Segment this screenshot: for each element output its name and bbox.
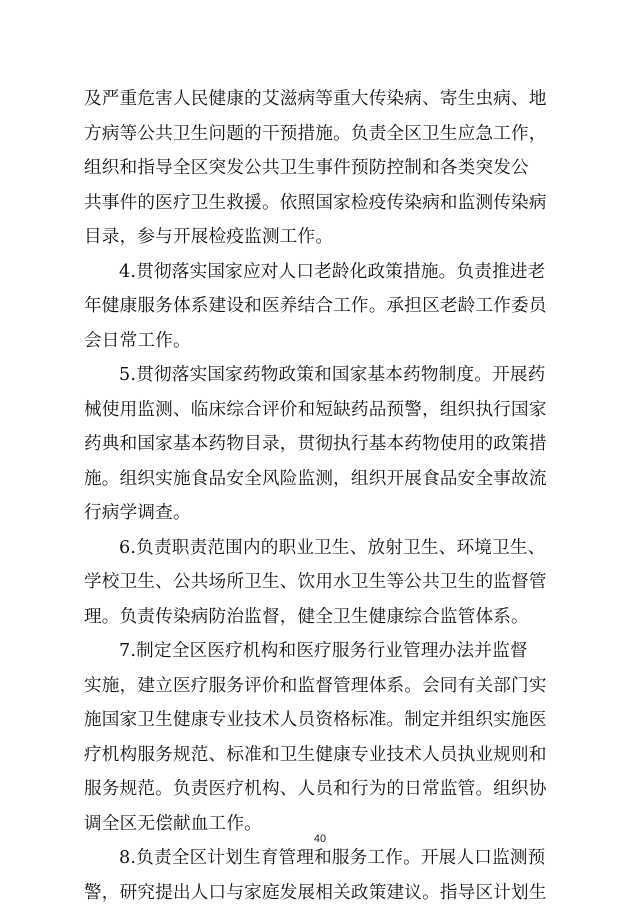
text-line: 目录，参与开展检疫监测工作。 — [84, 220, 556, 255]
text-line: 学校卫生、公共场所卫生、饮用水卫生等公共卫生的监督管 — [84, 565, 556, 600]
body-text — [84, 82, 556, 910]
text-line: 服务规范。负责医疗机构、人员和行为的日常监管。组织协 — [84, 772, 556, 807]
paragraph-item-7: 7.制定全区医疗机构和医疗服务行业管理办法并监督 — [84, 634, 556, 669]
text-line: 实施，建立医疗服务评价和监督管理体系。会同有关部门实 — [84, 669, 556, 704]
text-line: 共事件的医疗卫生救援。依照国家检疫传染病和监测传染病 — [84, 186, 556, 221]
text-line: 方病等公共卫生问题的干预措施。负责全区卫生应急工作， — [84, 117, 556, 152]
text-line: 及严重危害人民健康的艾滋病等重大传染病、寄生虫病、地 — [84, 82, 556, 117]
page-number: 40 — [0, 833, 640, 845]
paragraph-item-6: 6.负责职责范围内的职业卫生、放射卫生、环境卫生、 — [84, 531, 556, 566]
text-line: 药典和国家基本药物目录，贯彻执行基本药物使用的政策措 — [84, 427, 556, 462]
text-line: 调全区无偿献血工作。 — [84, 807, 556, 842]
text-line: 械使用监测、临床综合评价和短缺药品预警，组织执行国家 — [84, 393, 556, 428]
text-line: 理。负责传染病防治监督，健全卫生健康综合监管体系。 — [84, 600, 556, 635]
text-line: 施。组织实施食品安全风险监测，组织开展食品安全事故流 — [84, 462, 556, 497]
paragraph-item-5: 5.贯彻落实国家药物政策和国家基本药物制度。开展药 — [84, 358, 556, 393]
paragraph-item-8: 8.负责全区计划生育管理和服务工作。开展人口监测预 — [84, 841, 556, 876]
text-line: 施国家卫生健康专业技术人员资格标准。制定并组织实施医 — [84, 703, 556, 738]
text-line: 警，研究提出人口与家庭发展相关政策建议。指导区计划生 — [84, 876, 556, 910]
text-line: 疗机构服务规范、标准和卫生健康专业技术人员执业规则和 — [84, 738, 556, 773]
text-line: 年健康服务体系建设和医养结合工作。承担区老龄工作委员 — [84, 289, 556, 324]
text-line: 行病学调查。 — [84, 496, 556, 531]
paragraph-item-4: 4.贯彻落实国家应对人口老龄化政策措施。负责推进老 — [84, 255, 556, 290]
text-line: 会日常工作。 — [84, 324, 556, 359]
text-line: 组织和指导全区突发公共卫生事件预防控制和各类突发公 — [84, 151, 556, 186]
